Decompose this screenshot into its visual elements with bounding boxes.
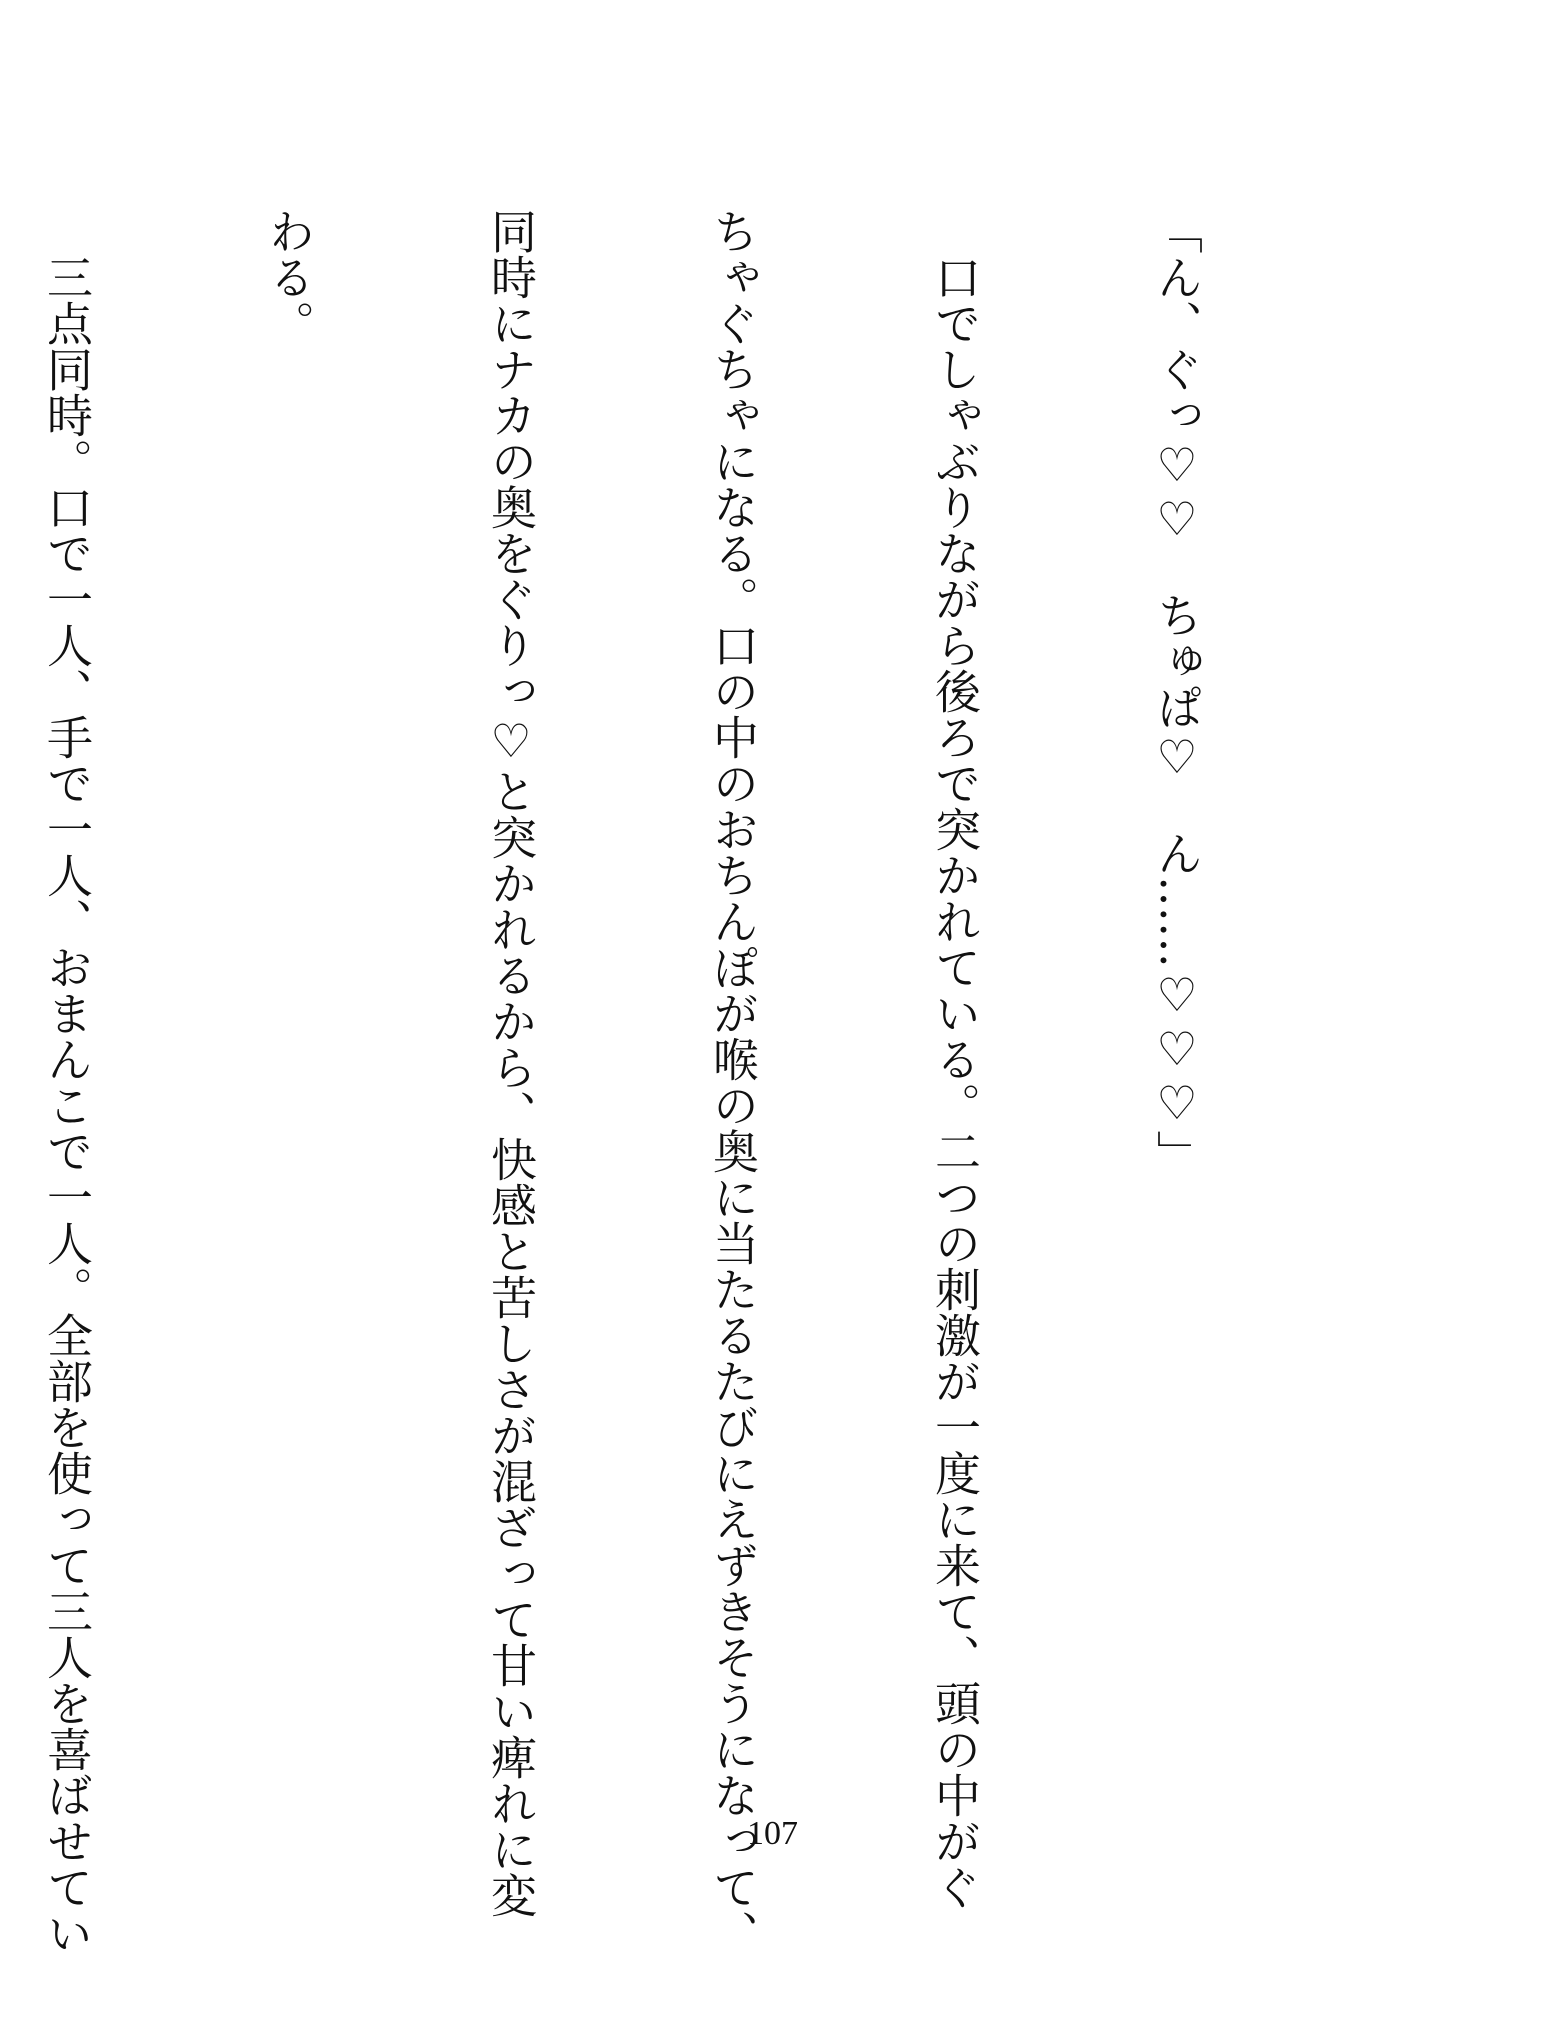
text-column: わる。 bbox=[262, 208, 316, 346]
text-column: 同時にナカの奥をぐりっ♡と突かれるから、快感と苦しさが混ざって甘い痺れに変 bbox=[484, 208, 538, 1918]
text-column: 「ん、ぐっ♡♡ ちゅぱ♡ ん……♡♡♡」 bbox=[1150, 208, 1204, 1176]
page-number: 107 bbox=[747, 1815, 798, 1852]
text-column: ちゃぐちゃになる。口の中のおちんぽが喉の奥に当たるたびにえずきそうになって、 bbox=[706, 208, 760, 1956]
text-column: 口でしゃぶりながら後ろで突かれている。二つの刺激が一度に来て、頭の中がぐ bbox=[928, 208, 982, 1910]
text-column: 三点同時。口で一人、手で一人、おまんこで一人。全部を使って三人を喜ばせてい bbox=[40, 208, 94, 1956]
